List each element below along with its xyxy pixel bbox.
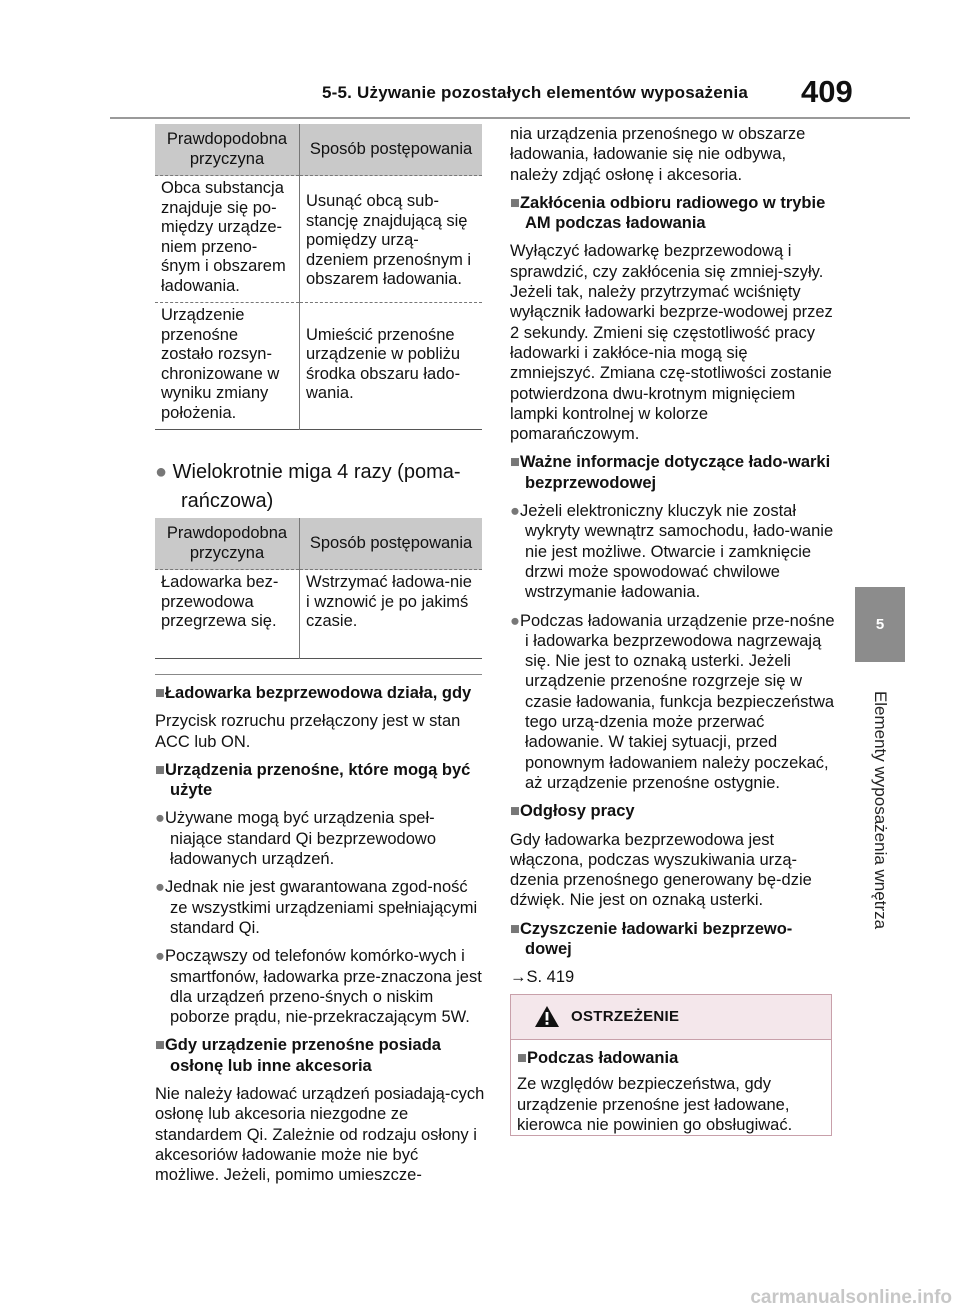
bullet-dot-icon: ● xyxy=(155,809,165,828)
table-row xyxy=(155,176,482,303)
table-header-action: Sposób postępowania xyxy=(300,124,483,176)
subsection-heading: ■Ładowarka bezprzewodowa działa, gdy xyxy=(155,684,472,702)
page-number: 409 xyxy=(801,74,853,109)
square-bullet-icon: ■ xyxy=(510,919,520,938)
paragraph: Przycisk rozruchu przełączony jest w stan ACC lub ON. xyxy=(155,712,461,751)
table-cell-action: Usunąć obcą sub-stancję znajdującą się pomiędzy urzą-dzeniem przenośnym i obszarem ładowania. xyxy=(300,176,483,303)
warning-body xyxy=(511,1040,831,1135)
cause-action-table-2 xyxy=(155,518,482,659)
table-cell-action: Wstrzymać ładowa-nie i wznowić je po jakimś czasie. xyxy=(300,570,483,659)
table-row xyxy=(155,303,482,430)
warning-header xyxy=(511,995,831,1040)
square-bullet-icon: ■ xyxy=(155,760,165,779)
chapter-number: 5 xyxy=(875,616,885,633)
list-item: ●Jeżeli elektroniczny kluczyk nie został wykryty wewnątrz samochodu, łado-wanie nie jest możliwe. Otwarcie i zamknięcie drzwi może spowodować chwilowe wstrzymanie ładowania. xyxy=(510,502,834,602)
square-bullet-icon: ■ xyxy=(510,453,520,472)
square-bullet-icon: ■ xyxy=(517,1049,527,1067)
watermark: carmanualsonline.info xyxy=(750,1287,952,1308)
table-cell-cause: Ładowarka bez-przewodowa przegrzewa się. xyxy=(155,570,300,659)
table-row xyxy=(155,570,482,659)
subsection-heading: ■Urządzenia przenośne, które mogą być użyte xyxy=(155,760,471,800)
paragraph: Wyłączyć ładowarkę bezprzewodową i sprawdzić, czy zakłócenia się zmniej-szyły. Jeżeli tak, należy przytrzymać wciśnięty wyłącznik ładowarki bezprze-wodowej przez 2 sekundy. Zmieni się częstotliwość pracy ładowarki i zakłóce-nia mogą się zmniejszyć. Zmiana czę-stotliwości zostanie potwierdzona dwu-krotnym mignięciem lampki kontrolnej w kolorze pomarańczowym. xyxy=(510,242,833,444)
right-text-column xyxy=(510,124,835,996)
header-divider xyxy=(110,117,910,119)
warning-box xyxy=(510,994,832,1136)
flash-status-line1: Wielokrotnie miga 4 razy (poma- xyxy=(172,461,461,483)
square-bullet-icon: ■ xyxy=(510,802,520,821)
list-item: ●Począwszy od telefonów komórko-wych i smartfonów, ładowarka prze-znaczona jest dla urządzeń przeno-śnych o niskim poborze prądu, nie-przekraczającym 5W. xyxy=(155,947,482,1027)
subsection-heading: ■Ważne informacje dotyczące łado-warki bezprzewodowej xyxy=(510,453,831,492)
bullet-dot-icon: ● xyxy=(510,611,520,630)
flash-status-bullet xyxy=(155,458,485,516)
paragraph: Nie należy ładować urządzeń posiadają-cych osłonę lub akcesoria niezgodne ze standardem Qi. Zależnie od rodzaju osłony i akcesoriów ładowanie może nie być możliwe. Jeżeli, pomimo umieszcze- xyxy=(155,1085,485,1185)
left-text-column xyxy=(155,683,485,1194)
square-bullet-icon: ■ xyxy=(155,1036,165,1055)
warning-triangle-icon xyxy=(534,1005,560,1028)
subsection-heading: ■Gdy urządzenie przenośne posiada osłonę lub inne akcesoria xyxy=(155,1036,441,1075)
square-bullet-icon: ■ xyxy=(510,193,520,212)
paragraph: nia urządzenia przenośnego w obszarze ładowania, ładowanie się nie odbywa, należy zdjąć osłonę i akcesoria. xyxy=(510,125,806,184)
section-title: 5-5. Używanie pozostałych elementów wyposażenia xyxy=(322,83,749,102)
table-cell-cause: Urządzenie przenośne zostało rozsyn-chronizowane w wyniku zmiany położenia. xyxy=(155,303,300,430)
bullet-dot-icon: ● xyxy=(155,461,168,483)
bullet-dot-icon: ● xyxy=(155,878,165,897)
paragraph: Gdy ładowarka bezprzewodowa jest włączona, podczas wyszukiwania urzą-dzenia przenośnego generowany bę-dzie dźwięk. Nie jest on oznaką usterki. xyxy=(510,830,812,910)
bullet-dot-icon: ● xyxy=(155,947,165,966)
warning-text: Ze względów bezpieczeństwa, gdy urządzenie przenośne jest ładowane, kierowca nie powinien go obsługiwać. xyxy=(517,1075,793,1134)
table-cell-cause: Obca substancja znajduje się po-między urządze-niem przeno-śnym i obszarem ładowania. xyxy=(155,176,300,303)
chapter-label-container xyxy=(855,680,905,940)
chapter-tab xyxy=(855,587,905,662)
cause-action-table-1 xyxy=(155,124,482,430)
subsection-heading: ■Odgłosy pracy xyxy=(510,802,635,821)
list-item: ●Używane mogą być urządzenia speł-niające standard Qi bezprzewodowo ładowanych urządzeń. xyxy=(155,809,436,869)
square-bullet-icon: ■ xyxy=(155,684,165,702)
table-header-action: Sposób postępowania xyxy=(300,518,483,570)
flash-status-line2: rańczowa) xyxy=(181,490,274,512)
warning-heading: ■Podczas ładowania xyxy=(517,1049,679,1067)
page-reference: →S. 419 xyxy=(510,968,575,987)
subsection-heading: ■Czyszczenie ładowarki bezprzewo-dowej xyxy=(510,919,793,958)
list-item: ●Podczas ładowania urządzenie prze-nośne i ładowarka bezprzewodowa nagrzewają się. Nie jest to oznaką usterki. Jeżeli urządzenie przenośne rozgrzeje się w czasie ładowania, funkcja bezpieczeństwa tego urzą-dzenia może przerwać ładowanie. W takiej sytuacji, przed ponownym ładowaniem należy poczekać, aż urządzenie przenośne ostygnie. xyxy=(510,611,835,792)
table-header-cause: Prawdopodobna przyczyna xyxy=(155,124,300,176)
section-divider xyxy=(155,674,482,675)
subsection-heading: ■Zakłócenia odbioru radiowego w trybie AM podczas ładowania xyxy=(510,193,826,233)
warning-title: OSTRZEŻENIE xyxy=(571,1008,680,1025)
table-cell-action: Umieścić przenośne urządzenie w pobliżu środka obszaru łado-wania. xyxy=(300,303,483,430)
bullet-dot-icon: ● xyxy=(510,502,520,521)
list-item: ●Jednak nie jest gwarantowana zgod-ność ze wszystkimi urządzeniami spełniającymi standard Qi. xyxy=(155,878,478,937)
chapter-label: Elementy wyposażenia wnętrza xyxy=(871,690,890,930)
table-header-cause: Prawdopodobna przyczyna xyxy=(155,518,300,570)
